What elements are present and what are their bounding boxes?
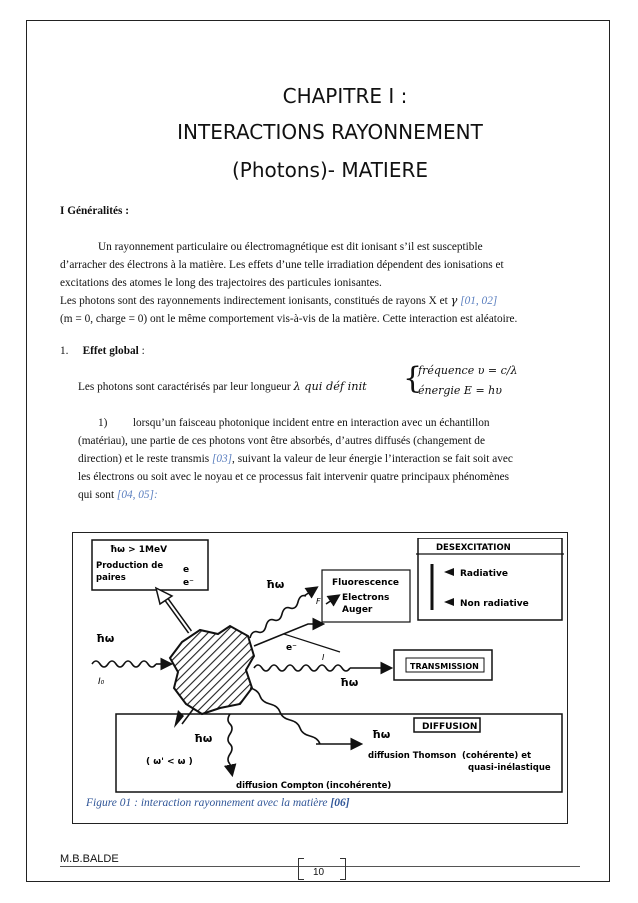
item1-number: 1. <box>60 345 69 357</box>
para1-line3: excitations des atomes le long des trajectoires des particules ionisantes. <box>60 277 382 289</box>
photons-math: λ qui déf init <box>293 380 367 393</box>
fluorescence-label: Fluorescence <box>332 578 400 588</box>
item1-title: Effet global <box>82 345 139 357</box>
gamma-symbol: γ <box>450 294 458 307</box>
chapter-title-line3: (Photons)- MATIERE <box>232 158 428 182</box>
compton-label: diffusion Compton <box>236 781 324 791</box>
para3-text3b: , suivant la valeur de leur énergie l’interaction se fait soit avec <box>232 453 513 465</box>
footer-author: M.B.BALDE <box>60 853 119 865</box>
i0-label: I₀ <box>98 677 105 687</box>
caption-text: Figure 01 : interaction rayonnement avec la matière <box>86 797 328 809</box>
production-label: Production de <box>96 561 164 571</box>
target-material <box>170 626 254 714</box>
f-label: F <box>316 597 321 606</box>
photon-1mev-label: ħω > 1MeV <box>110 545 168 555</box>
para3-line4: les électrons ou soit avec le noyau et ce processus fait intervenir quatre principaux phénomènes <box>78 471 510 483</box>
electron-e-label: e⁻ <box>286 643 297 653</box>
electron-label: e⁻ <box>183 578 194 588</box>
coherente-label: (cohérente) et <box>462 751 532 761</box>
equation-energy: énergie E = hυ <box>418 384 502 397</box>
para3-text3a: direction) et le reste transmis <box>78 453 210 465</box>
para2-line1 <box>60 292 497 310</box>
para3-number: 1) <box>98 417 108 429</box>
para3-line5 <box>78 486 158 504</box>
page-number: 10 <box>313 867 325 878</box>
caption-reference[interactable]: [06] <box>330 797 350 809</box>
transmission-photon-label: ħω <box>340 676 359 689</box>
compton-wave <box>228 714 232 764</box>
incident-photon-wave <box>92 661 156 667</box>
electrons-label: Electrons <box>342 593 390 603</box>
thomson-label: diffusion Thomson <box>368 751 457 761</box>
chapter-title-line1: CHAPITRE I : <box>282 84 408 108</box>
para2-text: Les photons sont des rayonnements indirectement ionisants, constitués de rayons X et <box>60 295 448 307</box>
omega-condition-label: ( ω' < ω ) <box>146 757 193 767</box>
i-label: I <box>322 653 325 662</box>
positron-label: e <box>183 565 190 575</box>
reference-01-02[interactable]: [01, 02] <box>460 295 498 307</box>
fluorescence-photon-label: ħω <box>266 578 285 591</box>
diffusion-photon-label: ħω <box>372 728 391 741</box>
diffusion-label: DIFFUSION <box>422 722 478 732</box>
para3-text1: lorsqu’un faisceau photonique incident entre en interaction avec un échantillon <box>132 417 490 429</box>
page-bracket-right <box>340 858 346 880</box>
auger-label: Auger <box>342 605 373 615</box>
para3-line2: (matériau), une partie de ces photons vont être absorbés, d’autres diffusés (changement de <box>78 435 485 447</box>
photons-text: Les photons sont caractérisés par leur longueur <box>78 381 291 393</box>
incident-photon-label: ħω <box>96 632 115 645</box>
section-heading: I Généralités : <box>60 205 130 217</box>
non-radiative-label: Non radiative <box>460 599 529 609</box>
para3-text5: qui sont <box>78 489 115 501</box>
para3-line3 <box>78 450 513 468</box>
fluorescence-wave <box>250 596 306 638</box>
quasi-label: quasi-inélastique <box>468 763 551 773</box>
interaction-diagram <box>90 538 564 794</box>
chapter-title-line2: INTERACTIONS RAYONNEMENT <box>177 120 483 144</box>
para3-line1 <box>98 414 490 432</box>
reference-04-05[interactable]: [04, 05]: <box>116 489 158 501</box>
equation-frequency: fréquence υ = c/λ <box>418 364 518 377</box>
equation-brace: { <box>403 361 423 396</box>
para1-line2: d’arracher des électrons à la matière. Les effets d’une telle irradiation dépendent des ionisations et <box>60 259 504 271</box>
item1-colon: : <box>138 345 145 357</box>
reference-03[interactable]: [03] <box>211 453 233 465</box>
para1-line1: Un rayonnement particulaire ou électromagnétique est dit ionisant s’il est susceptible <box>98 241 483 253</box>
figure-caption <box>86 797 350 809</box>
page-bracket-left <box>298 858 304 880</box>
paires-label: paires <box>96 573 126 583</box>
compton-photon-label: ħω <box>194 732 213 745</box>
incoherente-label: (incohérente) <box>326 781 392 791</box>
photons-line <box>78 378 367 396</box>
transmission-wave <box>254 665 350 671</box>
thomson-wave <box>250 688 320 744</box>
para2-line2: (m = 0, charge = 0) ont le même comportement vis-à-vis de la matière. Cette interaction est aléatoire. <box>60 313 518 325</box>
desexcitation-label: DESEXCITATION <box>436 543 511 553</box>
radiative-label: Radiative <box>460 569 508 579</box>
transmission-label: TRANSMISSION <box>410 662 479 671</box>
item1-heading <box>60 342 145 360</box>
